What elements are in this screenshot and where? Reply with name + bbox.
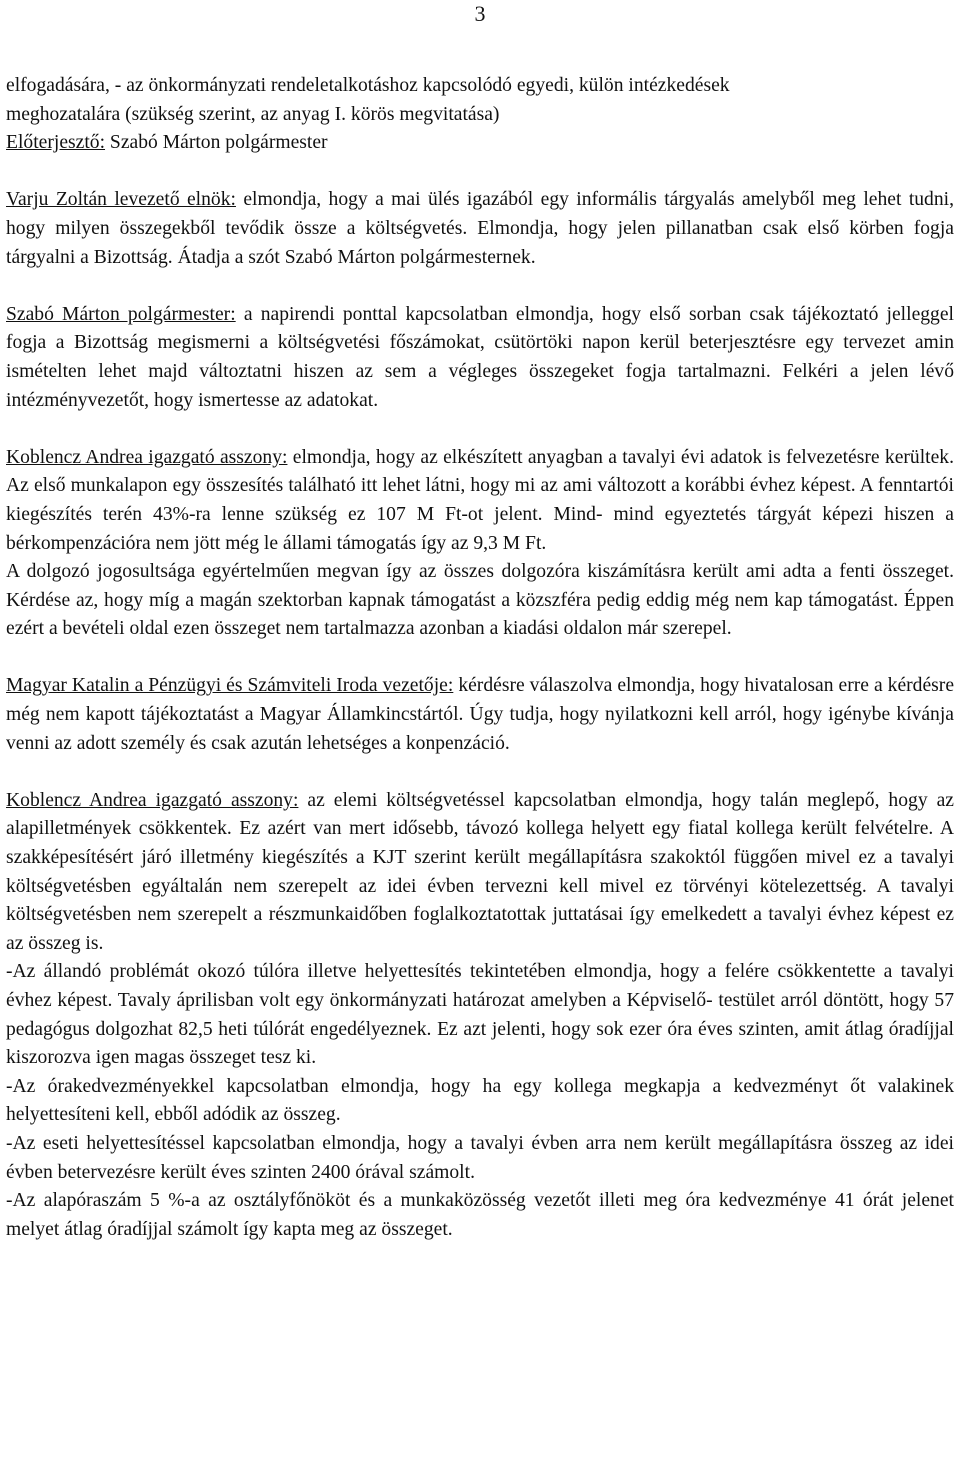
paragraph-continued: -Az eseti helyettesítéssel kapcsolatban elmondja, hogy a tavalyi évben arra nem került megállapításra összeg az idei évben betervezésre került éves szinten 2400 órával számolt.	[6, 1132, 954, 1183]
presenter-line	[6, 129, 954, 158]
paragraph	[6, 444, 954, 558]
paragraph-text: a napirendi ponttal kapcsolatban elmondja, hogy első sorban csak tájékoztató jelleggel fogja a Bizottság megismerni a költségvetési főszámokat, csütörtöki napon kerül beterjesztésre egy tervezet amin ismételten lehet majd változtatni hiszen az sem a végleges összegeket fogja tartalmazni. Felkéri a jelen lévő intézményvezetőt, hogy ismertesse az adatokat.	[6, 303, 954, 411]
paragraph	[6, 672, 954, 758]
speaker-name: Varju Zoltán levezető elnök:	[6, 189, 236, 211]
intro-line: elfogadására, - az önkormányzati rendeletalkotáshoz kapcsolódó egyedi, külön intézkedések	[6, 75, 730, 96]
paragraph	[6, 787, 954, 959]
document-body	[6, 72, 954, 1244]
paragraph-block	[6, 444, 954, 644]
paragraph-block	[6, 787, 954, 1245]
speaker-name: Koblencz Andrea igazgató asszony:	[6, 789, 299, 811]
speaker-name: Magyar Katalin a Pénzügyi és Számviteli Iroda vezetője:	[6, 675, 454, 697]
paragraph-block	[6, 301, 954, 415]
speaker-name: Koblencz Andrea igazgató asszony:	[6, 446, 288, 468]
paragraph	[6, 186, 954, 272]
paragraph-text: elmondja, hogy az elkészített anyagban a tavalyi évi adatok is felvezetésre kerültek. Az első munkalapon egy összesítés található itt lehet látni, hogy mi az ami változott a korábbi évhez képest. A fenntartói kiegészítés terén 43%-ra lenne szükség ez 107 M Ft-ot jelent. Mind- mind egyeztetés tárgyát képezi hiszen a bérkompenzációra nem jött még le állami támogatás így az 9,3 M Ft.	[6, 446, 954, 554]
speaker-name: Szabó Márton polgármester:	[6, 303, 236, 325]
paragraph-continued: -Az állandó problémát okozó túlóra illetve helyettesítés tekintetében elmondja, hogy a felére csökkentette a tavalyi évhez képest. Tavaly áprilisban volt egy önkormányzati határozat amelyben a Képviselő- testület arról döntött, hogy 57 pedagógus dolgozhat 82,5 heti túlórát engedélyeznek. Ez azt jelenti, hogy sok ezer óra éves szinten, amit átlag óradíjjal kiszorozva igen magas összeget tesz ki.	[6, 961, 954, 1069]
paragraph	[6, 301, 954, 415]
presenter-name: Szabó Márton polgármester	[105, 132, 328, 154]
paragraph-block	[6, 672, 954, 758]
paragraph-block	[6, 186, 954, 272]
presenter-label: Előterjesztő:	[6, 132, 106, 154]
paragraph-text: elmondja, hogy a mai ülés igazából egy informális tárgyalás amelyből meg lehet tudni, hogy milyen összegekből tevődik össze a költségvetés. Elmondja, hogy jelen pillanatban csak első körben fogja tárgyalni a Bizottság. Átadja a szót Szabó Márton polgármesternek.	[6, 189, 954, 268]
paragraph-text: az elemi költségvetéssel kapcsolatban elmondja, hogy talán meglepő, hogy az alapilletmények csökkentek. Ez azért van mert idősebb, távozó kollega helyett egy fiatal kollega került felvételre. A szakképesítésért járó illetmény kiegészítés a KJT szerint került megállapításra szakoktól függően mivel ez a tavalyi költségvetésben egyáltalán nem szerepelt az idei évben tervezni kell mivel ez törvényi kötelezettség. A tavalyi költségvetésben nem szerepelt a részmunkaidőben foglalkoztatottak juttatásai így emelkedett a tavalyi évhez képest ez az összeg is.	[6, 789, 954, 954]
paragraph-text: kérdésre válaszolva elmondja, hogy hivatalosan erre a kérdésre még nem kapott tájékoztatást a Magyar Államkincstártól. Úgy tudja, hogy nyilatkozni kell arról, hogy igénybe kívánja venni az adott személy és csak azután lehetséges a konpenzáció.	[6, 675, 955, 754]
paragraph-continued: A dolgozó jogosultsága egyértelműen megvan így az összes dolgozóra kiszámításra került ami adta a fenti összeget. Kérdése az, hogy míg a magán szektorban kapnak támogatást a közszféra pedig eddig még nem kap támogatást. Éppen ezért a bevételi oldal ezen összeget nem tartalmazza azonban a kiadási oldalon már szerepel.	[6, 561, 954, 640]
paragraph-continued: -Az órakedvezményekkel kapcsolatban elmondja, hogy ha egy kollega megkapja a kedvezményt őt valakinek helyettesíteni kell, ebből adódik az összeg.	[6, 1075, 954, 1126]
page-number: 3	[474, 1, 486, 26]
paragraph-continued: -Az alapóraszám 5 %-a az osztályfőnököt és a munkaközösség vezetőt illeti meg óra kedvezménye 41 órát jelenet melyet átlag óradíjjal számolt így kapta meg az összeget.	[6, 1190, 954, 1240]
intro-block	[6, 72, 954, 158]
intro-line: meghozatalára (szükség szerint, az anyag I. körös megvitatása)	[6, 103, 500, 125]
